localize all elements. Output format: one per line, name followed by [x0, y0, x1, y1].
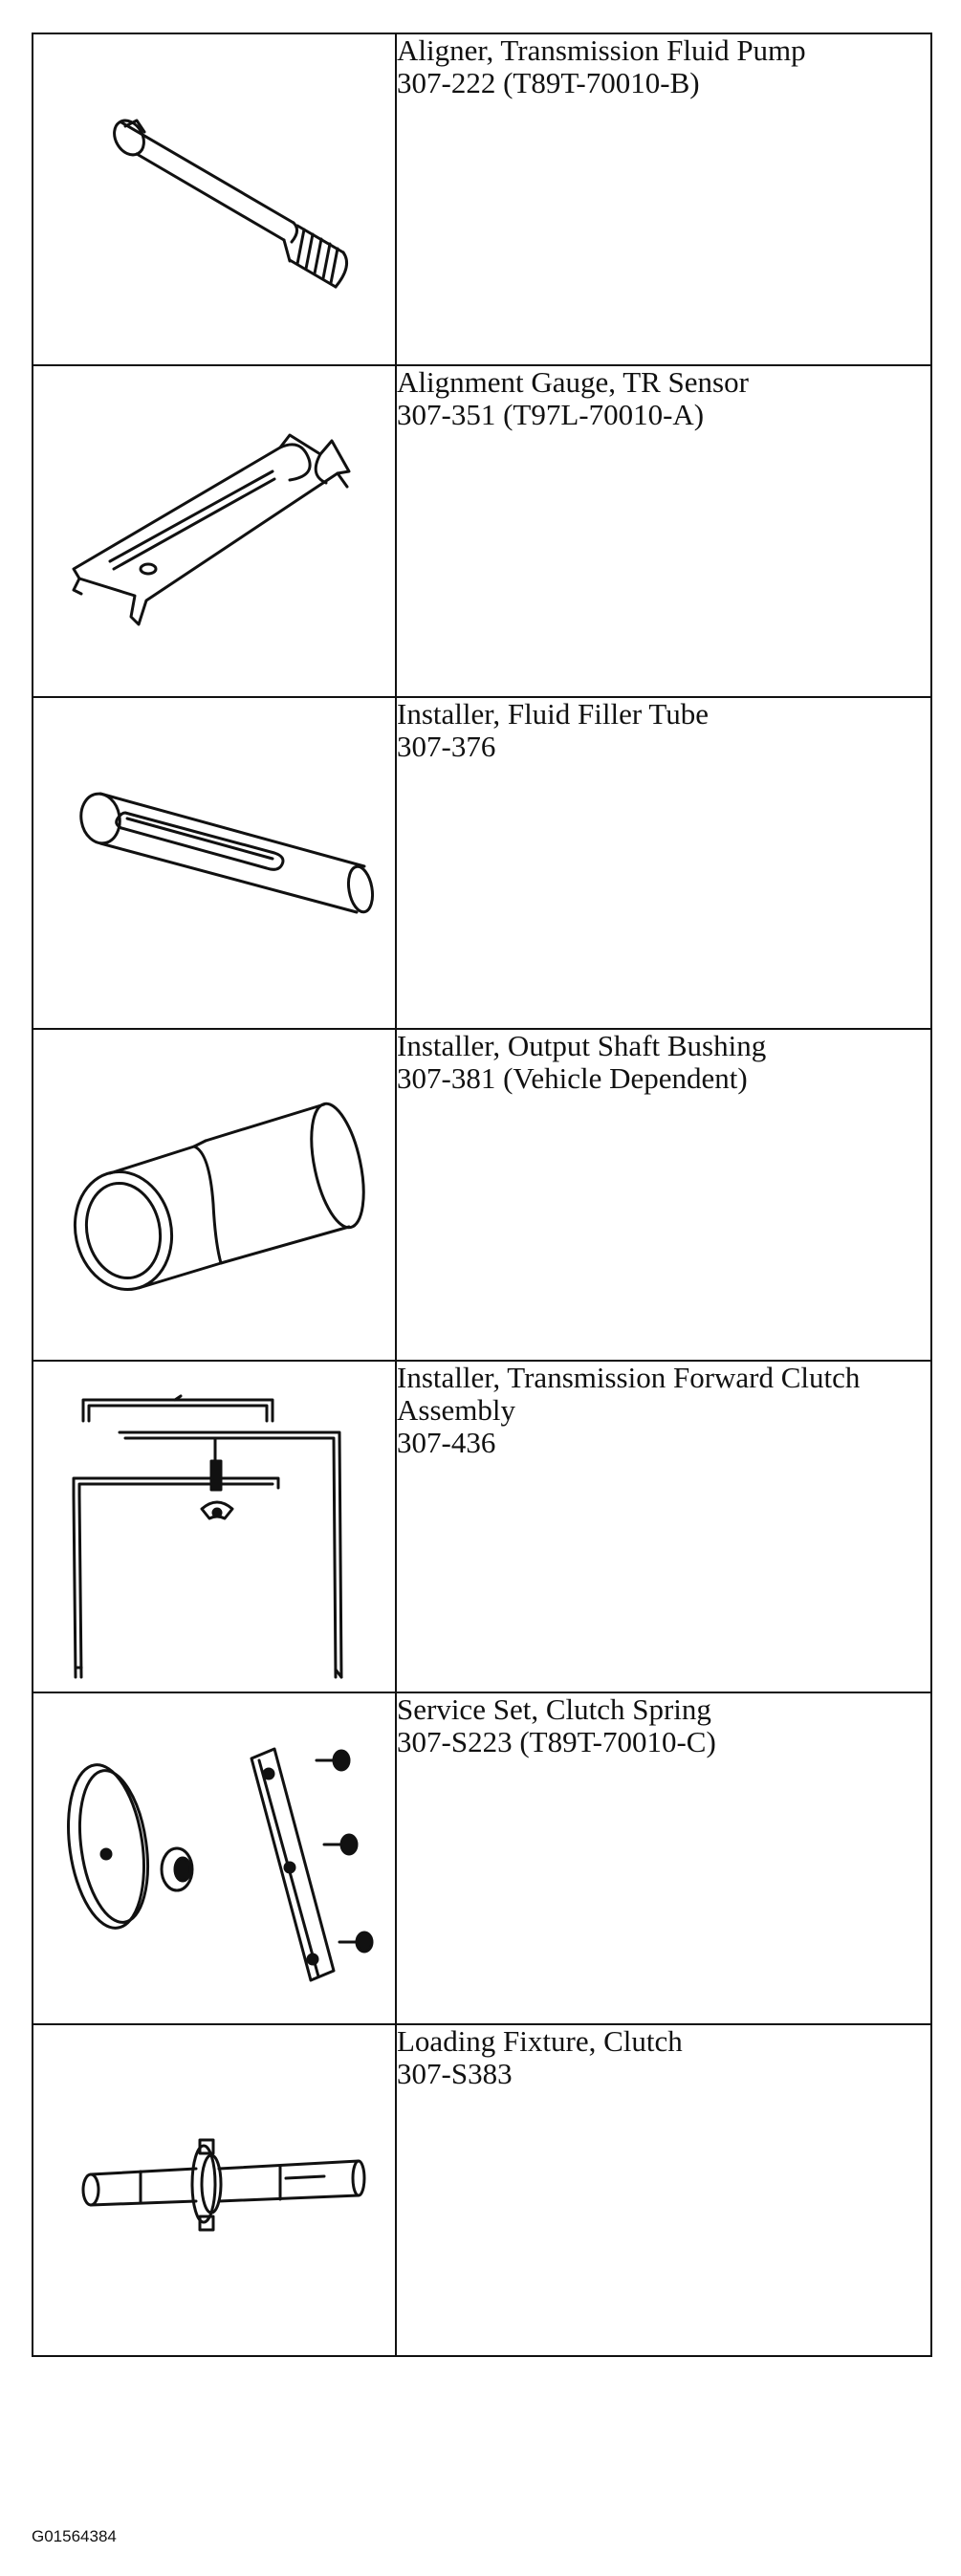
tool-illustration-cell [33, 1029, 396, 1361]
table-row [33, 2024, 931, 2356]
tool-illustration-cell [33, 365, 396, 697]
tool-description-cell [396, 365, 931, 697]
tr-sensor-gauge-icon [33, 366, 397, 698]
table-row [33, 697, 931, 1029]
tool-description-cell [396, 2024, 931, 2356]
tool-name: Loading Fixture, Clutch [397, 2024, 683, 2058]
table-row [33, 1361, 931, 1692]
table-row [33, 365, 931, 697]
tool-number: 307-351 (T97L-70010-A) [397, 398, 705, 431]
bushing-installer-icon [33, 1030, 397, 1362]
tool-description-cell [396, 1692, 931, 2024]
tool-name: Alignment Gauge, TR Sensor [397, 365, 749, 399]
tool-description-cell [396, 697, 931, 1029]
tool-number: 307-S383 [397, 2057, 513, 2090]
tool-illustration-cell [33, 1361, 396, 1692]
fluid-pump-aligner-icon [33, 34, 397, 366]
tool-name: Service Set, Clutch Spring [397, 1692, 711, 1726]
tool-number: 307-S223 (T89T-70010-C) [397, 1725, 716, 1758]
table-row [33, 1692, 931, 2024]
tool-number: 307-222 (T89T-70010-B) [397, 66, 700, 99]
tool-number: 307-376 [397, 730, 496, 763]
tool-illustration-cell [33, 1692, 396, 2024]
tool-name: Installer, Output Shaft Bushing [397, 1029, 767, 1062]
tool-name: Installer, Transmission Forward Clutch Assembly [397, 1361, 861, 1427]
tool-number: 307-381 (Vehicle Dependent) [397, 1061, 748, 1095]
tool-illustration-cell [33, 33, 396, 365]
figure-id: G01564384 [32, 2527, 117, 2545]
tool-illustration-cell [33, 2024, 396, 2356]
tool-name: Installer, Fluid Filler Tube [397, 697, 709, 731]
tool-illustration-cell [33, 697, 396, 1029]
tool-name: Aligner, Transmission Fluid Pump [397, 33, 806, 67]
special-tools-table [32, 33, 932, 2357]
forward-clutch-installer-icon [33, 1362, 397, 1693]
tool-number: 307-436 [397, 1426, 496, 1459]
table-row [33, 1029, 931, 1361]
tool-description-cell [396, 1029, 931, 1361]
clutch-spring-set-icon [33, 1693, 397, 2025]
filler-tube-installer-icon [33, 698, 397, 1030]
clutch-loading-fixture-icon [33, 2025, 397, 2357]
tool-description-cell [396, 33, 931, 365]
table-row [33, 33, 931, 365]
tool-description-cell [396, 1361, 931, 1692]
